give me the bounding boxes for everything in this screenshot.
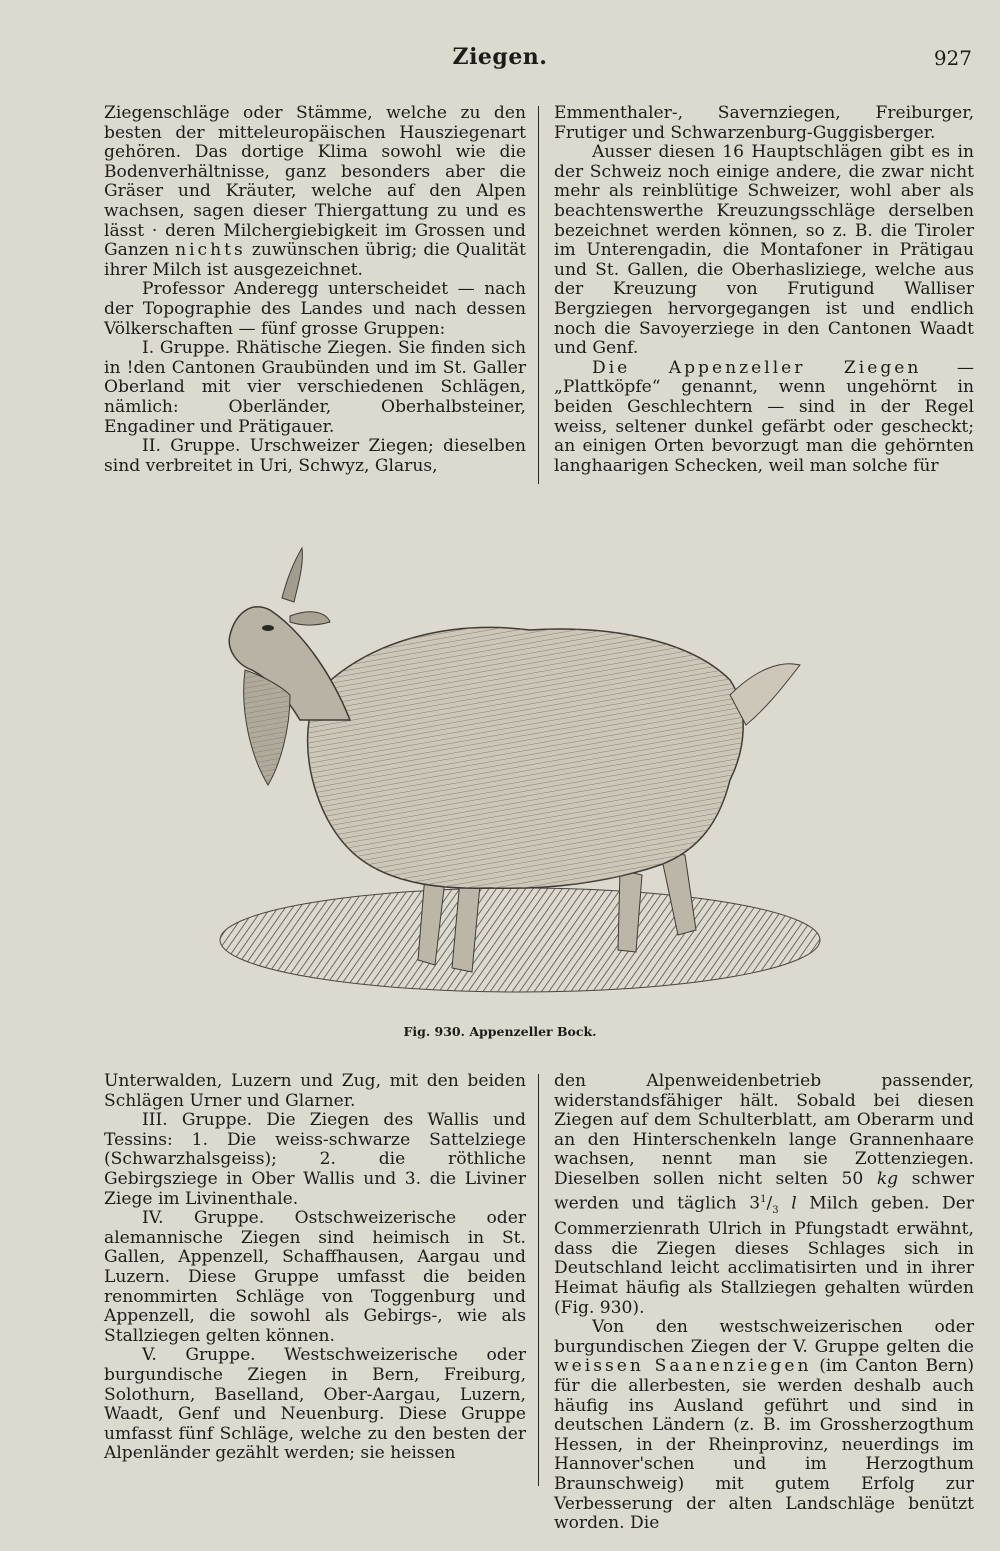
- goat-engraving: [190, 520, 830, 1010]
- running-head-title: Ziegen.: [452, 44, 548, 70]
- text-column-top-right: [554, 104, 974, 476]
- paragraph-group-2: II. Gruppe. Urschweizer Ziegen; dieselben sind verbreitet in Uri, Schwyz, Glarus,: [104, 436, 526, 476]
- goat-illustration: [190, 520, 830, 1010]
- paragraph: Emmenthaler-, Savernziegen, Freiburger, Frutiger und Schwarzenburg-Guggisberger.: [554, 103, 974, 143]
- paragraph: Von den westschweizerischen oder burgundischen Ziegen der V. Gruppe gelten die weissen Saanenziegen (im Canton Bern) für die allerbesten, sie werden deshalb auch häufig ins Ausland geführt und sind in deutschen Ländern (z. B. im Grossherzogthum Hessen, in der Rheinprovinz, neuerdings im Hannover'schen und im Herzogthum Braunschweig) mit gutem Erfolg zur Verbesserung der alten Landschläge benützt worden. Die: [554, 1317, 975, 1534]
- text-column-bottom-right: [554, 1072, 974, 1534]
- paragraph-group-3: III. Gruppe. Die Ziegen des Wallis und Tessins: 1. Die weiss-schwarze Sattelziege (Schwarzhalsgeiss); 2. die röthliche Gebirgsziege in Ober Wallis und 3. die Liviner Ziege im Livinenthale.: [104, 1110, 526, 1209]
- page-number: 927: [933, 46, 972, 70]
- paragraph: Ziegenschläge oder Stämme, welche zu den besten der mitteleuropäischen Hausziegenart gehören. Das dortige Klima sowohl wie die Bodenverhältnisse, ganz besonders aber die Gräser und Kräuter, welche auf den Alpen wachsen, sagen dieser Thiergattung zu und es lässt · deren Milchergiebigkeit im Grossen und Ganzen nichts zuwünschen übrig; die Qualität ihrer Milch ist ausgezeichnet.: [104, 103, 527, 280]
- text-column-bottom-left: [104, 1072, 526, 1464]
- paragraph-appenzeller: Die Appenzeller Ziegen — „Plattköpfe“ genannt, wenn ungehörnt in beiden Geschlechtern — sind in der Regel weiss, seltener dunkel gefärbt oder gescheckt; an einigen Orten bevorzugt man die gehörnten langhaarigen Schecken, weil man solche für: [554, 357, 974, 476]
- paragraph-group-4: IV. Gruppe. Ostschweizerische oder alemannische Ziegen sind heimisch in St. Gallen, Appenzell, Schaffhausen, Aargau und Luzern. Diese Gruppe umfasst die beiden renommirten Schläge von Toggenburg und Appenzell, die sowohl als Gebirgs-, wie als Stallziegen gelten können.: [104, 1208, 526, 1346]
- page-header: [0, 44, 1000, 80]
- paragraph: den Alpenweidenbetrieb passender, widerstandsfähiger hält. Sobald bei diesen Ziegen auf dem Schulterblatt, am Oberarm und an den Hinterschenkeln lange Grannenhaare wachsen, nennt man sie Zottenziegen. Dieselben sollen nicht selten 50 kg schwer werden und täglich $3^1/_3$ l Milch geben. Der Commerzienrath Ulrich in Pfungstadt erwähnt, dass die Ziegen dieses Schlages sich in Deutschland leicht acclimatisirten und in ihrer Heimat häufig als Stallziegen gehalten würden (Fig. 930).: [554, 1071, 974, 1318]
- figure-caption: Fig. 930. Appenzeller Bock.: [403, 1024, 597, 1039]
- column-divider-bottom: [538, 1074, 539, 1486]
- paragraph-group-1: I. Gruppe. Rhätische Ziegen. Sie finden sich in !den Cantonen Graubünden und im St. Galler Oberland mit vier verschiedenen Schlägen, nämlich: Oberländer, Oberhalbsteiner, Engadiner und Prätigauer.: [104, 338, 526, 437]
- paragraph: Ausser diesen 16 Hauptschlägen gibt es in der Schweiz noch einige andere, die zwar nicht mehr als reinblütige Schweizer, wohl aber als beachtenswerthe Kreuzungsschläge derselben bezeichnet werden können, so z. B. die Tiroler im Unterengadin, die Montafoner in Prätigau und St. Gallen, die Oberhasliziege, welche aus der Kreuzung von Frutigund Walliser Bergziegen hervorgegangen ist und endlich noch die Savoyerziege in den Cantonen Waadt und Genf.: [554, 142, 974, 359]
- text-column-top-left: [104, 104, 526, 476]
- paragraph: Unterwalden, Luzern und Zug, mit den beiden Schlägen Urner und Glarner.: [104, 1071, 526, 1111]
- column-divider-top: [538, 106, 539, 484]
- paragraph: Professor Anderegg unterscheidet — nach der Topographie des Landes und nach dessen Völkerschaften — fünf grosse Gruppen:: [104, 279, 526, 339]
- paragraph-group-5: V. Gruppe. Westschweizerische oder burgundische Ziegen in Bern, Freiburg, Solothurn, Baselland, Ober-Aargau, Luzern, Waadt, Genf und Neuenburg. Diese Gruppe umfasst fünf Schläge, welche zu den besten der Alpenländer gezählt werden; sie heissen: [104, 1345, 526, 1464]
